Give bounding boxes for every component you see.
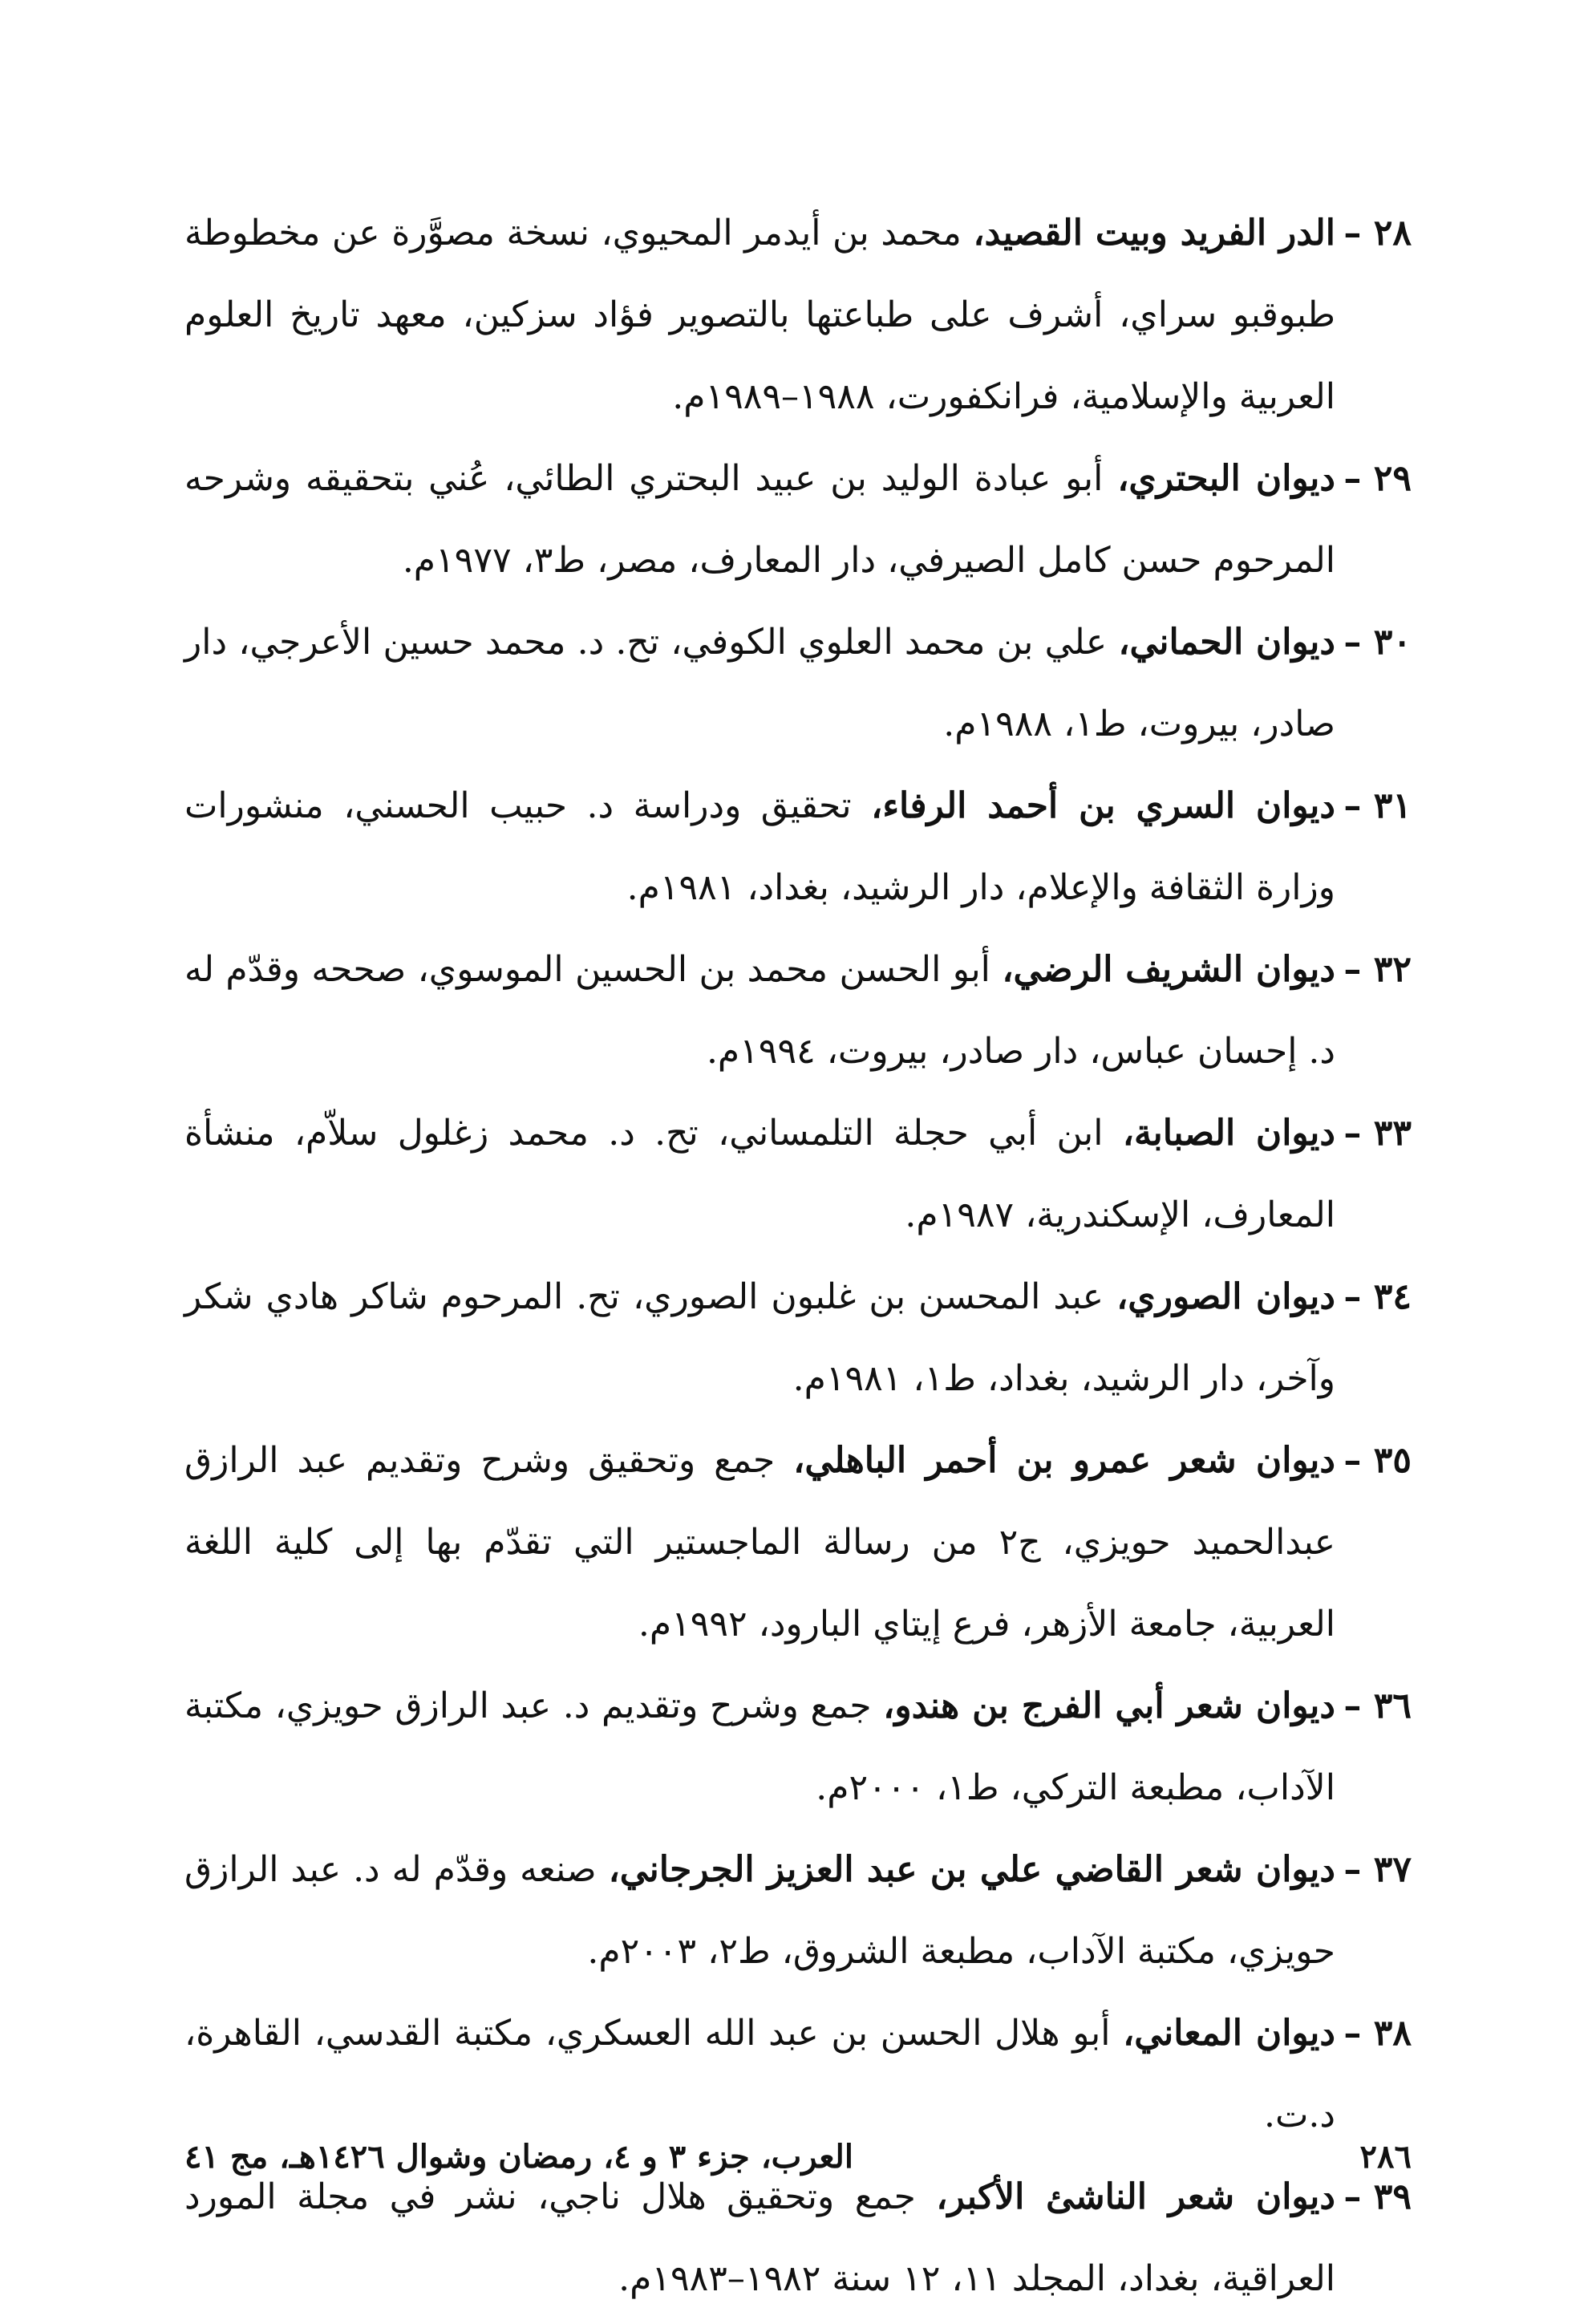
entry-details: أبو عبادة الوليد بن عبيد البحتري الطائي، عُني بتحقيقه وشرحه المرحوم حسن كامل الصيرفي، دار المعارف، مصر، ط٣، ١٩٧٧م. bbox=[184, 458, 1335, 581]
entry-title: ديوان البحتري، bbox=[1117, 458, 1336, 499]
entry-title: ديوان الصوري، bbox=[1116, 1276, 1335, 1317]
entry-details: جمع وشرح وتقديم د. عبد الرازق حويزي، مكتبة الآداب، مطبعة التركي، ط١، ٢٠٠٠م. bbox=[184, 1685, 1335, 1808]
entry-title: ديوان شعر القاضي علي بن عبد العزيز الجرجاني، bbox=[608, 1849, 1336, 1890]
bibliography-entry bbox=[184, 438, 1412, 602]
entry-number: ٣٤ – bbox=[1343, 1276, 1412, 1317]
entry-title: ديوان المعاني، bbox=[1123, 2013, 1335, 2054]
entry-details: محمد بن أيدمر المحيوي، نسخة مصوَّرة عن مخطوطة طبوقبو سراي، أشرف على طباعتها بالتصوير فؤاد سزكين، معهد تاريخ العلوم العربية والإسلامية، فرانكفورت، ١٩٨٨–١٩٨٩م. bbox=[184, 213, 1335, 417]
entry-number: ٢٨ – bbox=[1343, 213, 1412, 253]
entry-number: ٣٠ – bbox=[1343, 622, 1412, 663]
entry-title: ديوان شعر أبي الفرج بن هندو، bbox=[883, 1685, 1335, 1726]
entry-number: ٣٢ – bbox=[1343, 949, 1412, 990]
bibliography-entry bbox=[184, 765, 1412, 929]
entry-details: أبو الحسن محمد بن الحسين الموسوي، صححه وقدّم له د. إحسان عباس، دار صادر، بيروت، ١٩٩٤م. bbox=[184, 949, 1335, 1072]
entry-details: أبو هلال الحسن بن عبد الله العسكري، مكتبة القدسي، القاهرة، د.ت. bbox=[184, 2013, 1335, 2135]
bibliography-entry bbox=[184, 193, 1412, 438]
entry-number: ٣٧ – bbox=[1343, 1849, 1412, 1890]
entry-number: ٢٩ – bbox=[1343, 458, 1412, 499]
entry-number: ٣٨ – bbox=[1343, 2013, 1412, 2054]
bibliography-entry bbox=[184, 1829, 1412, 1993]
entry-details: علي بن محمد العلوي الكوفي، تح. د. محمد حسين الأعرجي، دار صادر، بيروت، ط١، ١٩٨٨م. bbox=[184, 622, 1335, 744]
entry-details: عبد المحسن بن غلبون الصوري، تح. المرحوم شاكر هادي شكر وآخر، دار الرشيد، بغداد، ط١، ١٩٨١م. bbox=[184, 1276, 1335, 1399]
bibliography-entry bbox=[184, 929, 1412, 1093]
bibliography-entry bbox=[184, 602, 1412, 765]
page-number: ٢٨٦ bbox=[1359, 2138, 1412, 2176]
bibliography-list bbox=[184, 193, 1412, 2320]
bibliography-entry bbox=[184, 1420, 1412, 1665]
entry-title: ديوان الحماني، bbox=[1118, 622, 1335, 663]
entry-number: ٣٩ – bbox=[1343, 2176, 1412, 2217]
entry-number: ٣١ – bbox=[1343, 785, 1412, 826]
bibliography-entry bbox=[184, 2156, 1412, 2320]
entry-title: الدر الفريد وبيت القصيد، bbox=[973, 213, 1335, 253]
entry-number: ٣٣ – bbox=[1343, 1113, 1412, 1154]
entry-details: ابن أبي حجلة التلمساني، تح. د. محمد زغلول سلاّم، منشأة المعارف، الإسكندرية، ١٩٨٧م. bbox=[184, 1113, 1335, 1235]
entry-title: ديوان السري بن أحمد الرفاء، bbox=[871, 785, 1335, 826]
bibliography-entry bbox=[184, 1093, 1412, 1256]
bibliography-entry bbox=[184, 1993, 1412, 2156]
bibliography-entry bbox=[184, 1256, 1412, 1420]
bibliography-entry bbox=[184, 1665, 1412, 1829]
entry-number: ٣٦ – bbox=[1343, 1685, 1412, 1726]
entry-details: تحقيق ودراسة د. حبيب الحسني، منشورات وزارة الثقافة والإعلام، دار الرشيد، بغداد، ١٩٨١م. bbox=[184, 785, 1335, 908]
entry-number: ٣٥ – bbox=[1343, 1440, 1412, 1481]
entry-title: ديوان الشريف الرضي، bbox=[1002, 949, 1335, 990]
journal-citation: العرب، جزء ٣ و ٤، رمضان وشوال ١٤٢٦هـ، مج ٤١ bbox=[184, 2138, 853, 2176]
entry-details: جمع وتحقيق وشرح وتقديم عبد الرازق عبدالحميد حويزي، ج٢ من رسالة الماجستير التي تقدّم بها إلى كلية اللغة العربية، جامعة الأزهر، فرع إيتاي البارود، ١٩٩٢م. bbox=[184, 1440, 1335, 1645]
entry-details: جمع وتحقيق هلال ناجي، نشر في مجلة المورد العراقية، بغداد، المجلد ١١، ١٢ سنة ١٩٨٢–١٩٨٣م. bbox=[184, 2176, 1335, 2299]
entry-details: صنعه وقدّم له د. عبد الرازق حويزي، مكتبة الآداب، مطبعة الشروق، ط٢، ٢٠٠٣م. bbox=[184, 1849, 1335, 1972]
entry-title: ديوان شعر الناشئ الأكبر، bbox=[936, 2176, 1335, 2217]
entry-title: ديوان شعر عمرو بن أحمر الباهلي، bbox=[793, 1440, 1336, 1481]
entry-title: ديوان الصبابة، bbox=[1122, 1113, 1335, 1154]
